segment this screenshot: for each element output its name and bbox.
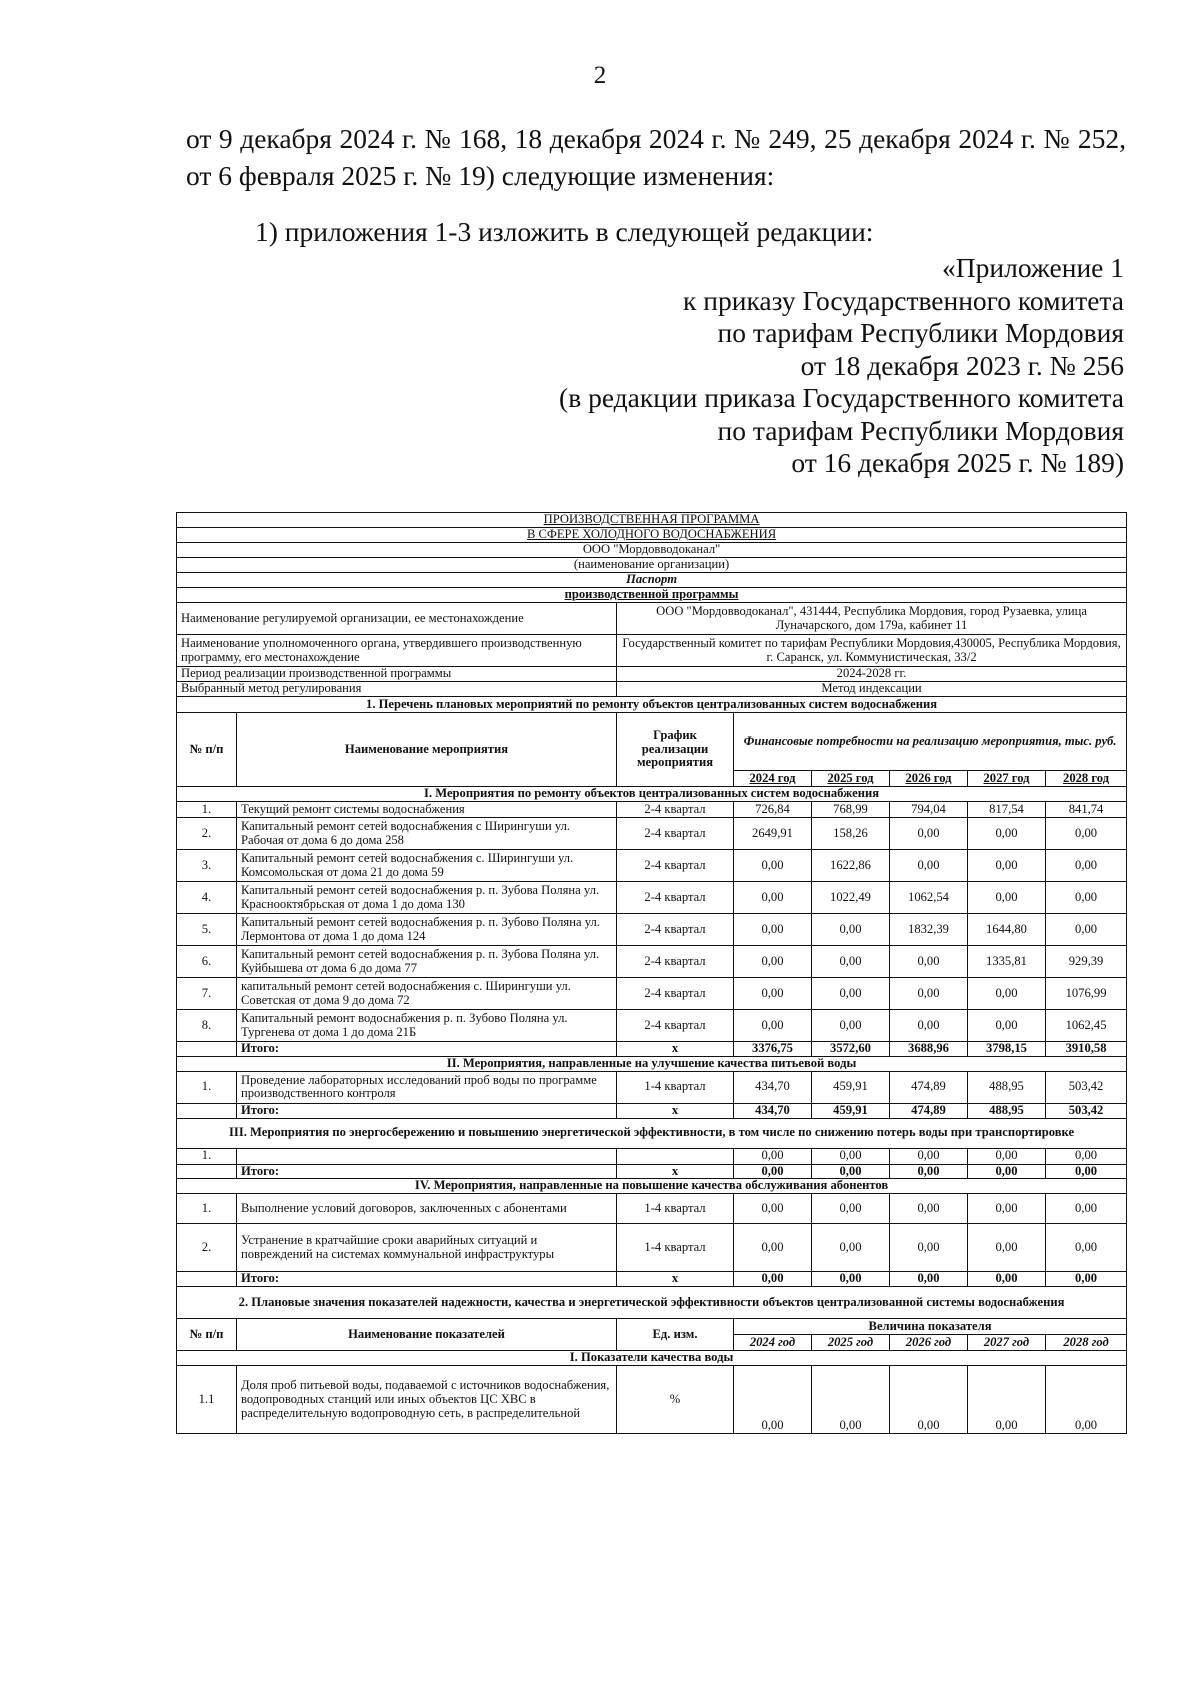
- total-value: 3376,75: [734, 1042, 812, 1057]
- row-value: 1832,39: [890, 914, 968, 946]
- row-value: 2649,91: [734, 818, 812, 850]
- info-row: [177, 682, 1127, 697]
- total-label: Итого:: [237, 1103, 617, 1118]
- row-value: 0,00: [1046, 914, 1127, 946]
- table-row: [177, 1148, 1127, 1164]
- table-row: [177, 914, 1127, 946]
- row-schedule: [617, 1148, 734, 1164]
- total-x: х: [617, 1272, 734, 1287]
- row-value: 817,54: [968, 802, 1046, 818]
- row-schedule: 1-4 квартал: [617, 1224, 734, 1272]
- row-value: 929,39: [1046, 946, 1127, 978]
- row-schedule: 1-4 квартал: [617, 1071, 734, 1103]
- row-value: 0,00: [1046, 1366, 1127, 1434]
- row-value: 0,00: [890, 946, 968, 978]
- total-value: 0,00: [968, 1164, 1046, 1179]
- section-row: [177, 1287, 1127, 1319]
- section-1-title: 1. Перечень плановых мероприятий по ремонту объектов централизованных систем водоснабжения: [177, 697, 1127, 713]
- row-number: 1.1: [177, 1366, 237, 1434]
- col-year: 2026 год: [890, 771, 968, 787]
- appendix-line: от 16 декабря 2025 г. № 189): [791, 447, 1124, 478]
- total-value: 3910,58: [1046, 1042, 1127, 1057]
- row-schedule: 2-4 квартал: [617, 882, 734, 914]
- row-value: 0,00: [968, 1224, 1046, 1272]
- appendix-header: [559, 252, 1124, 480]
- row-value: 1622,86: [812, 850, 890, 882]
- row-value: 158,26: [812, 818, 890, 850]
- row-number: 1.: [177, 802, 237, 818]
- row-value: 0,00: [734, 1194, 812, 1224]
- section-2-title: 2. Плановые значения показателей надежности, качества и энергетической эффективности объектов централизованной системы водоснабжения: [177, 1287, 1127, 1319]
- group-title: IV. Мероприятия, направленные на повышение качества обслуживания абонентов: [177, 1179, 1127, 1194]
- passport-subtitle: производственной программы: [177, 588, 1127, 603]
- info-label: Наименование уполномоченного органа, утвердившего производственную программу, его местонахождение: [177, 635, 617, 667]
- row-value: 0,00: [968, 1194, 1046, 1224]
- total-row: [177, 1164, 1127, 1179]
- row-value: 1335,81: [968, 946, 1046, 978]
- col2-name: Наименование показателей: [237, 1319, 617, 1351]
- row-value: 0,00: [890, 1194, 968, 1224]
- info-row: [177, 603, 1127, 635]
- title-row: [177, 528, 1127, 543]
- row-value: 1062,45: [1046, 1010, 1127, 1042]
- total-x: х: [617, 1042, 734, 1057]
- row-value: 841,74: [1046, 802, 1127, 818]
- group-row: [177, 1056, 1127, 1071]
- total-label: Итого:: [237, 1272, 617, 1287]
- row-value: 0,00: [890, 1148, 968, 1164]
- col2-year: 2027 год: [968, 1335, 1046, 1351]
- info-value: Государственный комитет по тарифам Республики Мордовия,430005, Республика Мордовия, г. Саранск, ул. Коммунистическая, 33/2: [617, 635, 1127, 667]
- row-value: 768,99: [812, 802, 890, 818]
- total-value: 0,00: [812, 1164, 890, 1179]
- appendix-line: по тарифам Республики Мордовия: [717, 414, 1124, 446]
- organization-name: ООО "Мордовводоканал": [177, 543, 1127, 558]
- table-row: [177, 946, 1127, 978]
- row-schedule: 2-4 квартал: [617, 914, 734, 946]
- row-schedule: 2-4 квартал: [617, 850, 734, 882]
- row-value: 0,00: [968, 1148, 1046, 1164]
- row-value: 0,00: [890, 1366, 968, 1434]
- group-title: III. Мероприятия по энергосбережению и повышению энергетической эффективности, в том числе по снижению потерь воды при транспортировке: [177, 1118, 1127, 1148]
- row-value: 488,95: [968, 1071, 1046, 1103]
- group2-title: I. Показатели качества воды: [177, 1351, 1127, 1366]
- header-row: [177, 713, 1127, 771]
- col2-year: 2024 год: [734, 1335, 812, 1351]
- table-row: [177, 1366, 1127, 1434]
- total-value: 434,70: [734, 1103, 812, 1118]
- row-value: 0,00: [812, 914, 890, 946]
- table-row: [177, 1010, 1127, 1042]
- total-x: х: [617, 1164, 734, 1179]
- col-finance: Финансовые потребности на реализацию мероприятия, тыс. руб.: [734, 713, 1127, 771]
- appendix-line: к приказу Государственного комитета: [683, 284, 1124, 316]
- row-name: [237, 1148, 617, 1164]
- total-row: [177, 1272, 1127, 1287]
- total-value: 0,00: [890, 1164, 968, 1179]
- program-title: ПРОИЗВОДСТВЕННАЯ ПРОГРАММА: [177, 513, 1127, 528]
- row-value: 0,00: [734, 914, 812, 946]
- row-number: 4.: [177, 882, 237, 914]
- row-value: 0,00: [1046, 1224, 1127, 1272]
- total-row: [177, 1103, 1127, 1118]
- row-number: 7.: [177, 978, 237, 1010]
- row-value: 0,00: [1046, 882, 1127, 914]
- col2-unit: Ед. изм.: [617, 1319, 734, 1351]
- row-name: Капитальный ремонт водоснабжения р. п. Зубово Поляна ул. Тургенева от дома 1 до дома 21Б: [237, 1010, 617, 1042]
- row-name: Капитальный ремонт сетей водоснабжения с Ширингуши ул. Рабочая от дома 6 до дома 258: [237, 818, 617, 850]
- production-program-table: [176, 512, 1127, 1434]
- row-number: 5.: [177, 914, 237, 946]
- table-row: [177, 1194, 1127, 1224]
- row-name: капитальный ремонт сетей водоснабжения с. Ширингуши ул. Советская от дома 9 до дома 72: [237, 978, 617, 1010]
- header-row: [177, 1319, 1127, 1335]
- row-name: Доля проб питьевой воды, подаваемой с источников водоснабжения, водопроводных станций или иных объектов ЦС ХВС в распределительную водопроводную сеть, в распределительной: [237, 1366, 617, 1434]
- total-value: 0,00: [890, 1272, 968, 1287]
- group-row: [177, 1179, 1127, 1194]
- row-value: 0,00: [968, 1366, 1046, 1434]
- row-schedule: 2-4 квартал: [617, 802, 734, 818]
- col2-year: 2025 год: [812, 1335, 890, 1351]
- row-number: 2.: [177, 1224, 237, 1272]
- row-number: 6.: [177, 946, 237, 978]
- total-spacer: [177, 1272, 237, 1287]
- row-number: 2.: [177, 818, 237, 850]
- table-row: [177, 802, 1127, 818]
- row-value: 1076,99: [1046, 978, 1127, 1010]
- total-spacer: [177, 1042, 237, 1057]
- col-year: 2025 год: [812, 771, 890, 787]
- total-spacer: [177, 1164, 237, 1179]
- row-schedule: 2-4 квартал: [617, 978, 734, 1010]
- row-value: 1644,80: [968, 914, 1046, 946]
- row-unit: %: [617, 1366, 734, 1434]
- row-value: 0,00: [734, 1010, 812, 1042]
- total-row: [177, 1042, 1127, 1057]
- row-value: 0,00: [1046, 818, 1127, 850]
- row-schedule: 2-4 квартал: [617, 1010, 734, 1042]
- total-label: Итого:: [237, 1042, 617, 1057]
- total-value: 459,91: [812, 1103, 890, 1118]
- row-number: 3.: [177, 850, 237, 882]
- row-schedule: 2-4 квартал: [617, 946, 734, 978]
- total-value: 0,00: [734, 1272, 812, 1287]
- total-value: 3798,15: [968, 1042, 1046, 1057]
- row-value: 0,00: [890, 818, 968, 850]
- row-value: 0,00: [812, 1148, 890, 1164]
- intro-paragraph: от 9 декабря 2024 г. № 168, 18 декабря 2024 г. № 249, 25 декабря 2024 г. № 252, от 6 февраля 2025 г. № 19) следующие изменения:: [186, 123, 1126, 191]
- col2-year: 2028 год: [1046, 1335, 1127, 1351]
- info-row: [177, 667, 1127, 682]
- info-value: Метод индексации: [617, 682, 1127, 697]
- group-row: [177, 787, 1127, 802]
- info-value: 2024-2028 гг.: [617, 667, 1127, 682]
- row-name: Капитальный ремонт сетей водоснабжения с. Ширингуши ул. Комсомольская от дома 21 до дома 59: [237, 850, 617, 882]
- row-value: 0,00: [734, 1366, 812, 1434]
- row-value: 474,89: [890, 1071, 968, 1103]
- info-label: Период реализации производственной программы: [177, 667, 617, 682]
- row-name: Капитальный ремонт сетей водоснабжения р. п. Зубова Поляна ул. Куйбышева от дома 6 до дома 77: [237, 946, 617, 978]
- total-value: 0,00: [734, 1164, 812, 1179]
- row-number: 1.: [177, 1194, 237, 1224]
- row-value: 0,00: [1046, 1148, 1127, 1164]
- row-value: 0,00: [812, 1224, 890, 1272]
- total-value: 0,00: [1046, 1272, 1127, 1287]
- title-row: [177, 573, 1127, 588]
- row-value: 0,00: [734, 946, 812, 978]
- row-value: 0,00: [734, 1224, 812, 1272]
- total-value: 0,00: [812, 1272, 890, 1287]
- total-label: Итого:: [237, 1164, 617, 1179]
- row-number: 8.: [177, 1010, 237, 1042]
- table-row: [177, 1071, 1127, 1103]
- total-x: х: [617, 1103, 734, 1118]
- row-value: 0,00: [1046, 850, 1127, 882]
- title-row: [177, 513, 1127, 528]
- row-value: 0,00: [890, 850, 968, 882]
- row-value: 0,00: [968, 1010, 1046, 1042]
- row-value: 0,00: [812, 1194, 890, 1224]
- row-value: 1062,54: [890, 882, 968, 914]
- passport-title: Паспорт: [177, 573, 1127, 588]
- info-label: Выбранный метод регулирования: [177, 682, 617, 697]
- table-row: [177, 882, 1127, 914]
- info-row: [177, 635, 1127, 667]
- row-value: 0,00: [1046, 1194, 1127, 1224]
- row-value: 459,91: [812, 1071, 890, 1103]
- group-title: II. Мероприятия, направленные на улучшение качества питьевой воды: [177, 1056, 1127, 1071]
- row-value: 0,00: [968, 882, 1046, 914]
- row-schedule: 1-4 квартал: [617, 1194, 734, 1224]
- appendix-line: «Приложение 1: [942, 252, 1124, 283]
- row-value: 1022,49: [812, 882, 890, 914]
- row-name: Капитальный ремонт сетей водоснабжения р. п. Зубова Поляна ул. Краснооктябрьская от дома 1 до дома 130: [237, 882, 617, 914]
- total-spacer: [177, 1103, 237, 1118]
- row-value: 0,00: [734, 850, 812, 882]
- organization-caption: (наименование организации): [177, 558, 1127, 573]
- col2-year: 2026 год: [890, 1335, 968, 1351]
- section-row: [177, 697, 1127, 713]
- row-name: Выполнение условий договоров, заключенных с абонентами: [237, 1194, 617, 1224]
- table-row: [177, 850, 1127, 882]
- col2-number: № п/п: [177, 1319, 237, 1351]
- row-name: Текущий ремонт системы водоснабжения: [237, 802, 617, 818]
- row-name: Проведение лабораторных исследований проб воды по программе производственного контроля: [237, 1071, 617, 1103]
- row-value: 0,00: [734, 1148, 812, 1164]
- table-row: [177, 818, 1127, 850]
- total-value: 3688,96: [890, 1042, 968, 1057]
- row-value: 0,00: [812, 1366, 890, 1434]
- total-value: 0,00: [1046, 1164, 1127, 1179]
- row-value: 726,84: [734, 802, 812, 818]
- title-row: [177, 558, 1127, 573]
- row-value: 0,00: [890, 978, 968, 1010]
- row-schedule: 2-4 квартал: [617, 818, 734, 850]
- col2-value: Величина показателя: [734, 1319, 1127, 1335]
- row-value: 0,00: [812, 1010, 890, 1042]
- row-value: 0,00: [968, 978, 1046, 1010]
- appendix-line: по тарифам Республики Мордовия: [717, 317, 1124, 348]
- row-value: 434,70: [734, 1071, 812, 1103]
- col-year: 2027 год: [968, 771, 1046, 787]
- group-title: I. Мероприятия по ремонту объектов централизованных систем водоснабжения: [177, 787, 1127, 802]
- row-value: 0,00: [890, 1010, 968, 1042]
- row-value: 0,00: [734, 882, 812, 914]
- col-number: № п/п: [177, 713, 237, 787]
- group-row: [177, 1118, 1127, 1148]
- item-1-text: 1) приложения 1-3 изложить в следующей редакции:: [255, 216, 874, 247]
- row-value: 0,00: [968, 850, 1046, 882]
- total-value: 474,89: [890, 1103, 968, 1118]
- table-row: [177, 1224, 1127, 1272]
- row-value: 0,00: [890, 1224, 968, 1272]
- title-row: [177, 588, 1127, 603]
- row-name: Капитальный ремонт сетей водоснабжения р. п. Зубово Поляна ул. Лермонтова от дома 1 до дома 124: [237, 914, 617, 946]
- total-value: 488,95: [968, 1103, 1046, 1118]
- col-name: Наименование мероприятия: [237, 713, 617, 787]
- row-value: 0,00: [812, 946, 890, 978]
- info-label: Наименование регулируемой организации, ее местонахождение: [177, 603, 617, 635]
- table-row: [177, 978, 1127, 1010]
- col-year: 2024 год: [734, 771, 812, 787]
- row-value: 0,00: [812, 978, 890, 1010]
- row-value: 0,00: [968, 818, 1046, 850]
- page-number: 2: [593, 62, 607, 89]
- group-row: [177, 1351, 1127, 1366]
- total-value: 503,42: [1046, 1103, 1127, 1118]
- appendix-line: от 18 декабря 2023 г. № 256: [800, 349, 1124, 381]
- total-value: 3572,60: [812, 1042, 890, 1057]
- row-value: 503,42: [1046, 1071, 1127, 1103]
- row-value: 794,04: [890, 802, 968, 818]
- info-value: ООО "Мордовводоканал", 431444, Республика Мордовия, город Рузаевка, улица Луначарского, дом 179а, кабинет 11: [617, 603, 1127, 635]
- title-row: [177, 543, 1127, 558]
- col-year: 2028 год: [1046, 771, 1127, 787]
- row-name: Устранение в кратчайшие сроки аварийных ситуаций и повреждений на системах коммунальной инфраструктуры: [237, 1224, 617, 1272]
- row-number: 1.: [177, 1148, 237, 1164]
- total-value: 0,00: [968, 1272, 1046, 1287]
- col-schedule: График реализации мероприятия: [617, 713, 734, 787]
- row-number: 1.: [177, 1071, 237, 1103]
- appendix-line: (в редакции приказа Государственного комитета: [559, 382, 1124, 413]
- row-value: 0,00: [734, 978, 812, 1010]
- program-subtitle: В СФЕРЕ ХОЛОДНОГО ВОДОСНАБЖЕНИЯ: [177, 528, 1127, 543]
